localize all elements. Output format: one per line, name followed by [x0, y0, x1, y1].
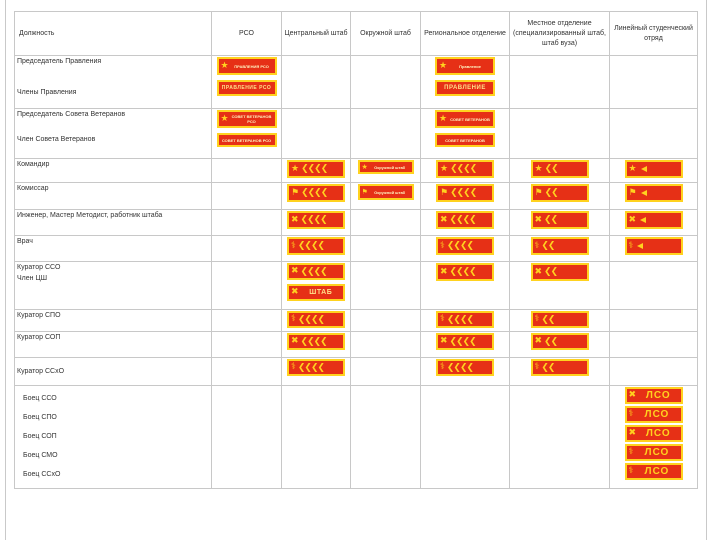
cell-curator-sso-rso: [212, 262, 282, 310]
cell-board-rso: [212, 56, 282, 109]
cell-board-linear: [610, 56, 698, 109]
row-label-veterans: [15, 109, 212, 159]
corn-icon: ⚕: [291, 362, 296, 372]
teacher-icon: ⚕: [628, 409, 634, 419]
arrow-icon: [639, 190, 679, 197]
badge-engineer-local: [531, 211, 589, 229]
badge-commissar-central: [287, 184, 345, 202]
cell-engineer-local: [510, 210, 610, 236]
tools-icon: ✖: [628, 214, 637, 225]
label-fighter-sseo: Боец ССхО: [23, 471, 61, 478]
flag-icon: ⚑: [534, 187, 543, 198]
hammer-icon: ✖: [291, 287, 299, 297]
cell-commissar-linear: [610, 183, 698, 210]
table-row-engineer: [15, 210, 698, 236]
teacher-icon: ⚕: [291, 314, 296, 324]
cell-veterans-linear: [610, 109, 698, 159]
corn-icon: ⚕: [628, 466, 634, 476]
medic-icon: ⚕: [628, 447, 634, 457]
cell-commander-central: [282, 159, 351, 183]
table-row-curator-sso: [15, 262, 698, 310]
flag-icon: ⚑: [291, 187, 300, 198]
chevrons-icon: ❮❮❮❮: [446, 314, 474, 325]
badge-curator-sso-local: [531, 263, 589, 281]
chevrons-icon: ❮❮: [544, 164, 558, 174]
row-label-doctor: Врач: [15, 236, 212, 262]
arrow-icon: [635, 243, 678, 250]
badge-curator-sop-central: [287, 333, 345, 350]
badge-doctor-local: [531, 237, 589, 255]
chevrons-icon: ❮❮: [541, 241, 555, 251]
chevrons-icon: ❮❮: [544, 336, 558, 347]
train-icon: ✖: [534, 336, 543, 346]
cell-commissar-district: [351, 183, 421, 210]
left-edge-line: [5, 0, 6, 540]
hammer-icon: ✖: [291, 266, 299, 276]
cell-commissar-local: [510, 183, 610, 210]
cell-curator-sop-local: [510, 332, 610, 358]
header-local: Местное отделение (специализированный штаб, штаб вуза): [510, 12, 610, 56]
chevrons-icon: ❮❮❮❮: [297, 241, 325, 251]
tools-icon: ✖: [534, 214, 543, 225]
cell-doctor-district: [351, 236, 421, 262]
hammer-icon: ✖: [440, 266, 448, 277]
cell-curator-sseo-local: [510, 358, 610, 386]
cell-engineer-regional: [421, 210, 510, 236]
cell-curator-spo-district: [351, 310, 421, 332]
chevrons-icon: ❮❮❮❮: [449, 267, 476, 277]
medic-icon: ⚕: [440, 240, 445, 251]
cell-doctor-rso: [212, 236, 282, 262]
cell-board-district: [351, 56, 421, 109]
cell-commander-rso: [212, 159, 282, 183]
cell-commander-regional: [421, 159, 510, 183]
chevrons-icon: ❮❮❮❮: [446, 241, 474, 251]
chevrons-icon: ❮❮❮❮: [450, 188, 477, 198]
label-fighter-spo: Боец СПО: [23, 414, 57, 421]
badge-commissar-regional: [436, 184, 494, 202]
cell-curator-sso-central: [282, 262, 351, 310]
badge-curator-sop-regional: [436, 333, 494, 350]
cell-doctor-central: [282, 236, 351, 262]
star-icon: ★: [361, 162, 368, 171]
star-icon: ★: [440, 163, 449, 174]
hammer-icon: ✖: [628, 390, 637, 400]
header-linear: Линейный студенческий отряд: [610, 12, 698, 56]
chevrons-icon: ❮❮❮❮: [297, 362, 325, 373]
corn-icon: ⚕: [534, 362, 540, 372]
cell-fighters-regional: [421, 386, 510, 489]
label-central-member: Член ЦШ: [17, 275, 48, 282]
cell-veterans-district: [351, 109, 421, 159]
cell-curator-sseo-linear: [610, 358, 698, 386]
badge-board-chair-regional: ★ Правление: [435, 57, 495, 75]
chevrons-icon: ❮❮❮❮: [297, 314, 325, 325]
cell-curator-spo-linear: [610, 310, 698, 332]
chevrons-icon: ❮❮❮❮: [301, 188, 328, 198]
cell-curator-sseo-rso: [212, 358, 282, 386]
cell-curator-sseo-regional: [421, 358, 510, 386]
badge-commander-local: [531, 160, 589, 178]
chevrons-icon: ❮❮❮❮: [450, 164, 477, 174]
cell-veterans-central: [282, 109, 351, 159]
star-icon: ★: [439, 113, 448, 124]
table-row-curator-sseo: [15, 358, 698, 386]
cell-commander-linear: [610, 159, 698, 183]
badge-fighter-sop: ✖ ЛСО: [625, 425, 683, 442]
chevrons-icon: ❮❮❮❮: [449, 336, 476, 347]
badge-engineer-central: [287, 211, 345, 229]
cell-doctor-linear: [610, 236, 698, 262]
table-row-curator-spo: [15, 310, 698, 332]
label-fighter-sso: Боец ССО: [23, 395, 57, 402]
arrow-icon: [639, 166, 679, 173]
cell-commander-district: [351, 159, 421, 183]
row-label-engineer: Инженер, Мастер Методист, работник штаба: [15, 210, 212, 236]
cell-fighters-linear: [610, 386, 698, 489]
corn-icon: ⚕: [440, 362, 445, 372]
badge-veterans-member-rso: СОВЕТ ВЕТЕРАНОВ РСО: [217, 133, 277, 147]
chevrons-icon: ❮❮❮❮: [446, 362, 474, 373]
label-veterans-chair: Председатель Совета Ветеранов: [17, 111, 126, 118]
chevrons-icon: ❮❮: [544, 188, 558, 198]
cell-engineer-rso: [212, 210, 282, 236]
badge-board-member-rso: ПРАВЛЕНИЕ РСО: [217, 80, 277, 96]
cell-curator-spo-central: [282, 310, 351, 332]
badge-veterans-chair-rso: ★ СОВЕТ ВЕТЕРАНОВ РСО: [217, 110, 277, 128]
right-edge-line: [706, 0, 707, 540]
label-fighter-smo: Боец СМО: [23, 452, 58, 459]
chevrons-icon: ❮❮❮❮: [300, 215, 327, 225]
table-row-veterans: [15, 109, 698, 159]
badge-engineer-regional: [436, 211, 494, 229]
badge-fighter-smo: ⚕ ЛСО: [625, 444, 683, 461]
label-curator-sso: Куратор ССО: [17, 264, 61, 271]
cell-commissar-rso: [212, 183, 282, 210]
badge-curator-sseo-regional: [436, 359, 494, 376]
cell-engineer-central: [282, 210, 351, 236]
flag-icon: ⚑: [361, 187, 368, 196]
star-icon: ★: [220, 113, 229, 124]
cell-commissar-central: [282, 183, 351, 210]
cell-curator-sop-linear: [610, 332, 698, 358]
badge-commander-district: ★ Окружной штаб: [358, 160, 414, 174]
badge-commissar-district: ⚑ Окружной штаб: [358, 184, 414, 200]
row-label-commissar: Комиссар: [15, 183, 212, 210]
label-board-members: Члены Правления: [17, 89, 77, 96]
teacher-icon: ⚕: [534, 314, 540, 324]
train-icon: ✖: [440, 336, 448, 346]
badge-commander-regional: [436, 160, 494, 178]
cell-curator-sso-local: [510, 262, 610, 310]
badge-doctor-linear: [625, 237, 683, 255]
badge-board-member-regional: ПРАВЛЕНИЕ: [435, 80, 495, 96]
cell-curator-spo-regional: [421, 310, 510, 332]
cell-curator-sso-regional: [421, 262, 510, 310]
table-row-commissar: [15, 183, 698, 210]
label-board-chair: Председатель Правления: [17, 58, 102, 65]
cell-curator-sop-central: [282, 332, 351, 358]
row-label-commander: Командир: [15, 159, 212, 183]
badge-curator-sso-regional: [436, 263, 494, 281]
chevrons-icon: ❮❮❮❮: [300, 336, 327, 347]
badge-commander-central: [287, 160, 345, 178]
cell-commissar-regional: [421, 183, 510, 210]
badge-central-member: ✖ ШТАБ: [287, 284, 345, 301]
badge-curator-sso-central: [287, 263, 345, 280]
badge-commander-linear: [625, 160, 683, 178]
badge-commissar-local: [531, 184, 589, 202]
label-fighter-sop: Боец СОП: [23, 433, 57, 440]
header-central: Центральный штаб: [282, 12, 351, 56]
cell-engineer-district: [351, 210, 421, 236]
table-row-doctor: [15, 236, 698, 262]
row-label-board: [15, 56, 212, 109]
header-row: [15, 12, 698, 56]
chevrons-icon: ❮❮❮❮: [449, 215, 476, 225]
star-icon: ★: [220, 60, 229, 71]
row-label-curator-spo: Куратор СПО: [15, 310, 212, 332]
cell-engineer-linear: [610, 210, 698, 236]
cell-veterans-local: [510, 109, 610, 159]
cell-doctor-regional: [421, 236, 510, 262]
badge-board-chair-rso: ★ ПРАВЛЕНИЯ РСО: [217, 57, 277, 75]
train-icon: ✖: [628, 428, 637, 438]
badge-fighter-sso: ✖ ЛСО: [625, 387, 683, 404]
cell-board-local: [510, 56, 610, 109]
row-label-curator-sop: Куратор СОП: [15, 332, 212, 358]
medic-icon: ⚕: [534, 240, 540, 251]
badge-fighter-sseo: ⚕ ЛСО: [625, 463, 683, 480]
badge-curator-spo-local: [531, 311, 589, 328]
row-label-curator-sseo: Куратор ССхО: [15, 358, 212, 386]
insignia-table: [14, 11, 698, 489]
cell-curator-sop-regional: [421, 332, 510, 358]
badge-curator-spo-central: [287, 311, 345, 328]
badge-curator-sseo-central: [287, 359, 345, 376]
badge-curator-sop-local: [531, 333, 589, 350]
table-row-fighters: [15, 386, 698, 489]
cell-fighters-district: [351, 386, 421, 489]
chevrons-icon: ❮❮❮❮: [300, 266, 327, 277]
header-position: Должность: [15, 12, 212, 56]
cell-fighters-rso: [212, 386, 282, 489]
star-icon: ★: [534, 163, 543, 174]
star-icon: ★: [291, 163, 300, 174]
cell-doctor-local: [510, 236, 610, 262]
header-district: Окружной штаб: [351, 12, 421, 56]
cell-curator-sop-rso: [212, 332, 282, 358]
cell-curator-sop-district: [351, 332, 421, 358]
cell-commander-local: [510, 159, 610, 183]
tools-icon: ✖: [291, 214, 299, 225]
medic-icon: ⚕: [628, 240, 634, 251]
chevrons-icon: ❮❮: [544, 215, 558, 225]
label-veterans-member: Член Совета Ветеранов: [17, 136, 96, 143]
badge-curator-spo-regional: [436, 311, 494, 328]
row-label-curator-sso: [15, 262, 212, 310]
cell-curator-sseo-district: [351, 358, 421, 386]
cell-fighters-central: [282, 386, 351, 489]
cell-veterans-rso: [212, 109, 282, 159]
badge-veterans-member-regional: СОВЕТ ВЕТЕРАНОВ: [435, 133, 495, 147]
cell-curator-sseo-central: [282, 358, 351, 386]
chevrons-icon: ❮❮: [541, 362, 555, 373]
star-icon: ★: [628, 163, 637, 174]
cell-curator-spo-rso: [212, 310, 282, 332]
chevrons-icon: ❮❮: [541, 314, 555, 325]
header-rso: РСО: [212, 12, 282, 56]
star-icon: ★: [439, 60, 448, 71]
tools-icon: ✖: [440, 214, 448, 225]
table-row-commander: [15, 159, 698, 183]
table-row-board: [15, 56, 698, 109]
cell-curator-sso-linear: [610, 262, 698, 310]
badge-doctor-central: [287, 237, 345, 255]
train-icon: ✖: [291, 336, 299, 346]
flag-icon: ⚑: [628, 187, 637, 198]
arrow-icon: [638, 217, 678, 224]
chevrons-icon: ❮❮❮❮: [301, 164, 328, 174]
teacher-icon: ⚕: [440, 314, 445, 324]
table-row-curator-sop: [15, 332, 698, 358]
cell-veterans-regional: [421, 109, 510, 159]
cell-board-regional: [421, 56, 510, 109]
medic-icon: ⚕: [291, 240, 296, 251]
badge-curator-sseo-local: [531, 359, 589, 376]
badge-commissar-linear: [625, 184, 683, 202]
chevrons-icon: ❮❮: [544, 267, 558, 277]
cell-board-central: [282, 56, 351, 109]
badge-doctor-regional: [436, 237, 494, 255]
badge-fighter-spo: ⚕ ЛСО: [625, 406, 683, 423]
cell-curator-sso-district: [351, 262, 421, 310]
badge-engineer-linear: [625, 211, 683, 229]
cell-fighters-local: [510, 386, 610, 489]
badge-veterans-chair-regional: ★ СОВЕТ ВЕТЕРАНОВ: [435, 110, 495, 128]
flag-icon: ⚑: [440, 187, 449, 198]
row-label-fighters: [15, 386, 212, 489]
hammer-icon: ✖: [534, 266, 543, 277]
cell-curator-spo-local: [510, 310, 610, 332]
header-regional: Региональное отделение: [421, 12, 510, 56]
